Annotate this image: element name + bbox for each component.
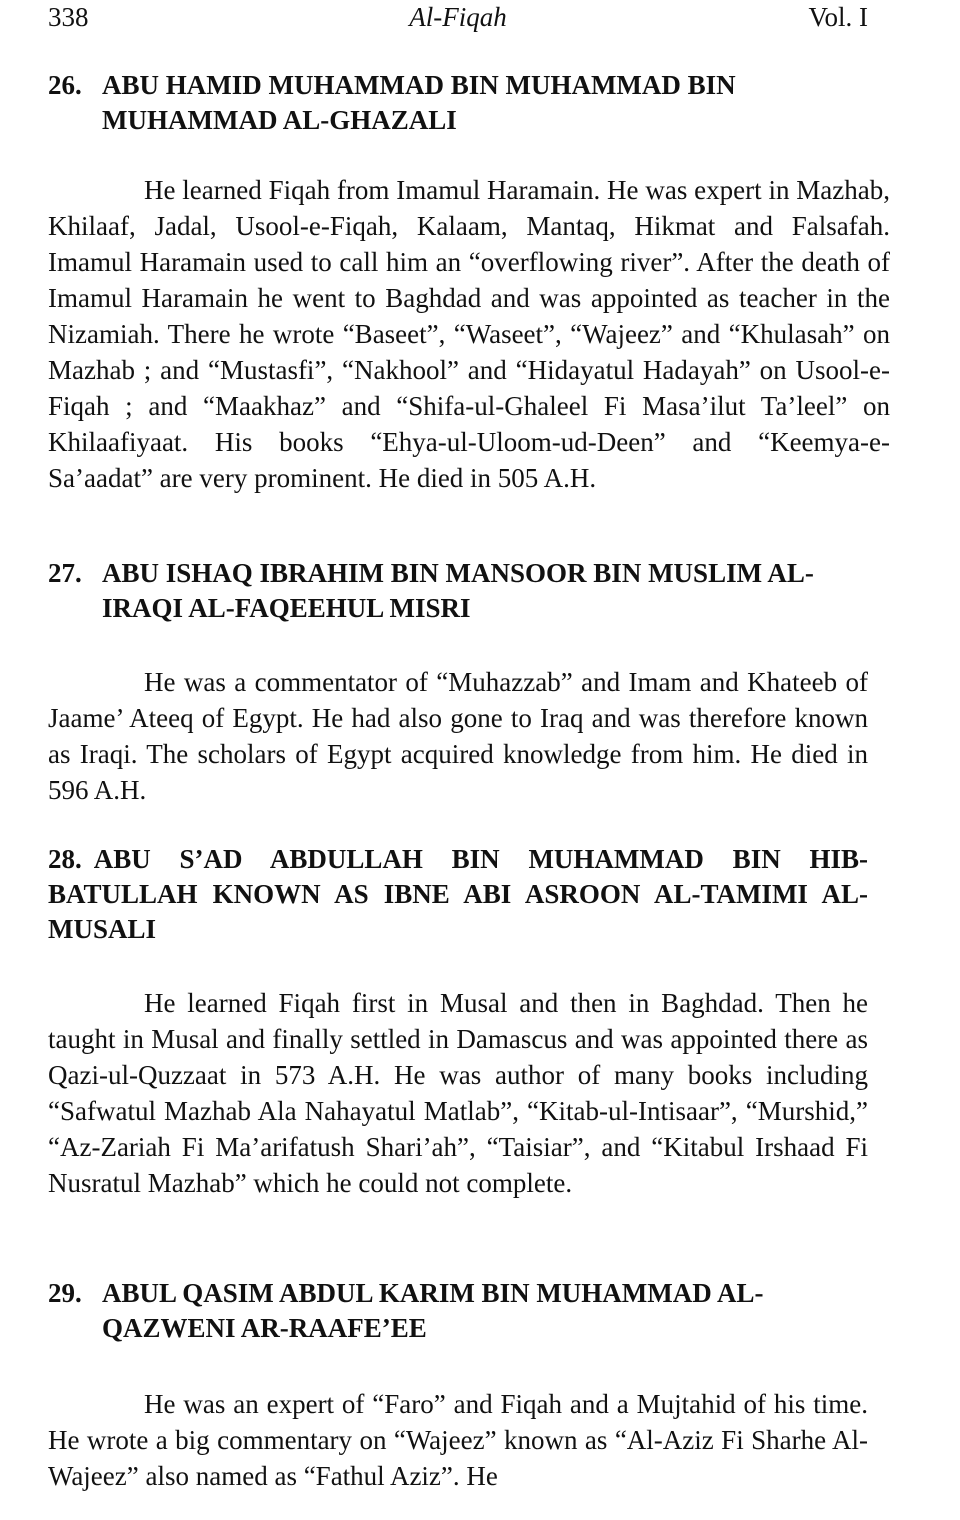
entry-26 [48,68,890,496]
entry-28 [48,842,890,1201]
entry-heading [48,556,890,626]
entry-title: ABU HAMID MUHAMMAD BIN MUHAMMAD BIN MUHAMMAD AL-GHAZALI [102,70,736,135]
entry-heading [48,1276,890,1346]
entry-paragraph: He was a commentator of “Muhazzab” and Imam and Khateeb of Jaame’ Ateeq of Egypt. He had also gone to Iraq and was therefore known as Iraqi. The scholars of Egypt acquired knowledge from him. He died in 596 A.H. [48,667,868,805]
entry-title: ABU S’AD ABDULLAH BIN MUHAMMAD BIN HIB-BATULLAH KNOWN AS IBNE ABI ASROON AL-TAMIMI AL-MUSALI [48,844,868,944]
entry-heading [48,842,890,947]
entry-heading [48,68,890,138]
entry-number: 28. [48,844,82,874]
entry-paragraph: He learned Fiqah from Imamul Haramain. He was expert in Mazhab, Khilaaf, Jadal, Usool-e-Fiqah, Kalaam, Mantaq, Hikmat and Falsafah. Imamul Haramain used to call him an “overflowing river”. After the death of Imamul Haramain he went to Baghdad and was appointed as teacher in the Nizamiah. There he wrote “Baseet”, “Waseet”, “Wajeez” and “Khulasah” on Mazhab ; and “Mustasfi”, “Nakhool” and “Hidayatul Hadayah” on Usool-e-Fiqah ; and “Maakhaz” and “Shifa-ul-Ghaleel Fi Masa’ilut Ta’leel” on Khilaafiyaat. His books “Ehya-ul-Uloom-ud-Deen” and “Keemya-e-Sa’aadat” are very prominent. He died in 505 A.H. [48,175,890,493]
volume-label: Vol. I [808,2,868,32]
entry-title: ABU ISHAQ IBRAHIM BIN MANSOOR BIN MUSLIM AL-IRAQI AL-FAQEEHUL MISRI [102,558,814,623]
entry-paragraph: He learned Fiqah first in Musal and then in Baghdad. Then he taught in Musal and finally settled in Damascus and was appointed there as Qazi-ul-Quzzaat in 573 A.H. He was author of many books including “Safwatul Mazhab Ala Nahayatul Matlab”, “Kitab-ul-Intisaar”, “Murshid,” “Az-Zariah Fi Ma’arifatush Shari’ah”, “Taisiar”, and “Kitabul Irshaad Fi Nusratul Mazhab” which he could not complete. [48,988,868,1198]
entry-title: ABUL QASIM ABDUL KARIM BIN MUHAMMAD AL-QAZWENI AR-RAAFE’EE [102,1278,764,1343]
book-title: Al-Fiqah [409,2,507,32]
page-number: 338 [48,2,89,32]
entry-number: 27. [48,558,82,588]
entry-29 [48,1276,890,1494]
entry-number: 26. [48,70,82,100]
entry-27 [48,556,890,808]
entry-paragraph: He was an expert of “Faro” and Fiqah and a Mujtahid of his time. He wrote a big commentary on “Wajeez” known as “Al-Aziz Fi Sharhe Al-Wajeez” also named as “Fathul Aziz”. He [48,1389,868,1491]
running-header [48,0,868,34]
entry-number: 29. [48,1278,82,1308]
